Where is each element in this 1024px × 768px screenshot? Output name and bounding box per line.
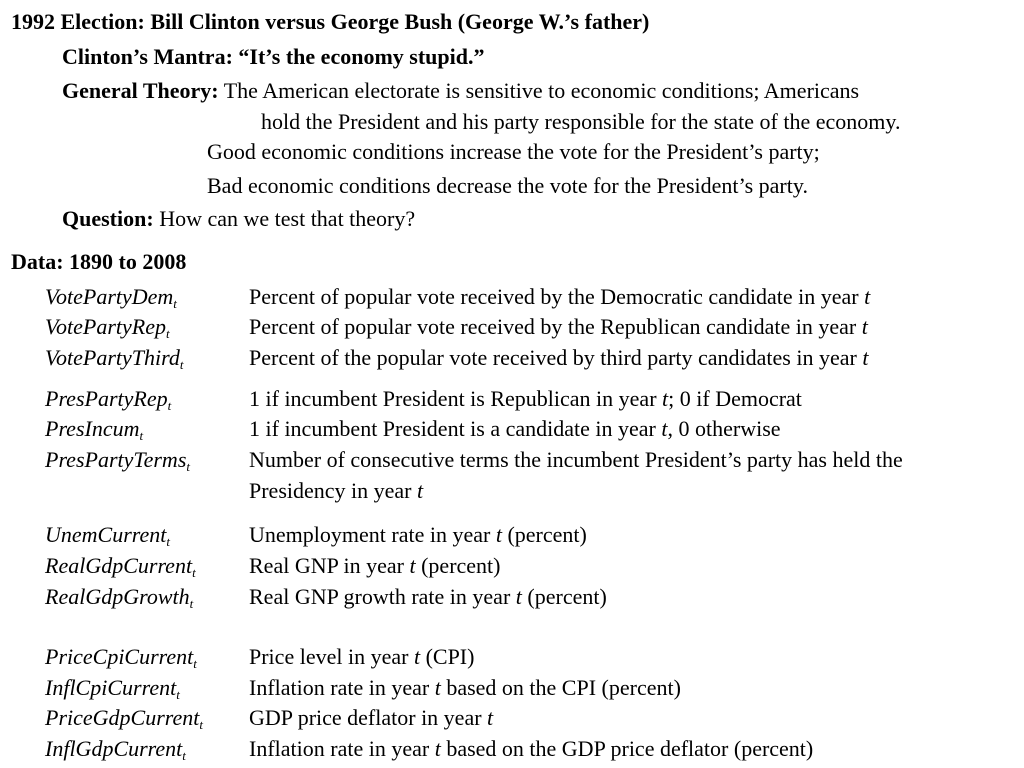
- variable-name: [45, 447, 191, 474]
- variable-description: [249, 286, 870, 308]
- variable-description-suffix: based on the CPI (percent): [440, 675, 681, 700]
- variable-description-text: Price level in year: [249, 644, 414, 669]
- clinton-mantra: Clinton’s Mantra: “It’s the economy stupid.”: [62, 44, 485, 69]
- variable-description-suffix: (percent): [501, 522, 587, 547]
- variable-description-suffix: (percent): [521, 584, 607, 609]
- variable-name-text: VotePartyRep: [45, 314, 166, 339]
- data-heading: Data: 1890 to 2008: [11, 249, 187, 274]
- variable-description: [249, 586, 607, 608]
- variable-subscript: t: [166, 534, 171, 549]
- year-variable: t: [434, 736, 441, 761]
- variable-name-text: RealGdpGrowth: [45, 584, 190, 609]
- variable-description-suffix: based on the GDP price deflator (percent): [440, 736, 814, 761]
- variable-description-text: 1 if incumbent President is Republican in year: [249, 386, 663, 411]
- general-theory-label: General Theory:: [62, 78, 219, 103]
- variable-description-text: Real GNP in year: [249, 553, 410, 578]
- variable-name: [45, 345, 184, 372]
- year-variable: t: [495, 522, 502, 547]
- year-variable: t: [515, 584, 522, 609]
- variable-name: [45, 314, 170, 341]
- variable-name-text: VotePartyThird: [45, 345, 180, 370]
- variable-description-text: Presidency in year: [249, 478, 417, 503]
- general-theory-line: [62, 80, 859, 102]
- variable-name: [45, 675, 180, 702]
- variable-description-suffix: , 0 otherwise: [667, 416, 781, 441]
- variable-description-suffix: ; 0 if Democrat: [668, 386, 802, 411]
- variable-description-text: Percent of the popular vote received by third party candidates in year: [249, 345, 863, 370]
- variable-name-text: PresPartyRep: [45, 386, 168, 411]
- question-line: [62, 208, 415, 230]
- variable-subscript: t: [193, 656, 197, 671]
- variable-description-text: Real GNP growth rate in year: [249, 584, 516, 609]
- year-variable: t: [661, 416, 668, 441]
- variable-subscript: t: [139, 428, 144, 443]
- variable-subscript: t: [186, 459, 191, 474]
- year-variable: t: [409, 553, 416, 578]
- slide-title: 1992 Election: Bill Clinton versus George Bush (George W.’s father): [11, 9, 650, 34]
- variable-description: [249, 646, 474, 668]
- year-variable: t: [862, 345, 869, 370]
- variable-subscript: t: [167, 398, 172, 413]
- year-variable: t: [487, 705, 494, 730]
- variable-name: [45, 284, 177, 311]
- variable-subscript: t: [179, 357, 184, 372]
- year-variable: t: [413, 644, 421, 669]
- variable-name-text: InflGdpCurrent: [45, 736, 183, 761]
- variable-name-text: UnemCurrent: [45, 522, 167, 547]
- year-variable: t: [861, 314, 868, 339]
- variable-description: [249, 418, 781, 440]
- question-text: How can we test that theory?: [159, 206, 416, 231]
- variable-description-text: GDP price deflator in year: [249, 705, 488, 730]
- variable-name: [45, 522, 171, 549]
- variable-name: [45, 386, 172, 413]
- variable-name-text: PriceCpiCurrent: [45, 644, 194, 669]
- variable-name: [45, 736, 186, 763]
- general-theory-continuation: hold the President and his party responsible for the state of the economy.: [261, 109, 901, 134]
- year-variable: t: [864, 284, 871, 309]
- variable-name-text: PresIncum: [45, 416, 140, 441]
- variable-description-text: Unemployment rate in year: [249, 522, 496, 547]
- variable-description-text: 1 if incumbent President is a candidate in year: [249, 416, 662, 441]
- variable-description: [249, 677, 681, 699]
- variable-description: [249, 480, 423, 502]
- theory-bad-conditions: Bad economic conditions decrease the vote for the President’s party.: [207, 173, 808, 198]
- variable-subscript: t: [192, 565, 196, 580]
- theory-good-conditions: Good economic conditions increase the vote for the President’s party;: [207, 139, 820, 164]
- variable-subscript: t: [173, 296, 177, 311]
- variable-description: [249, 388, 802, 410]
- general-theory-text: The American electorate is sensitive to economic conditions; Americans: [223, 78, 860, 103]
- variable-name-text: VotePartyDem: [45, 284, 174, 309]
- year-variable: t: [417, 478, 424, 503]
- variable-subscript: t: [199, 717, 204, 732]
- variable-description-suffix: (CPI): [420, 644, 475, 669]
- variable-description: [249, 524, 587, 546]
- variable-description-text: Number of consecutive terms the incumbent President’s party has held the: [249, 447, 903, 472]
- variable-description: [249, 555, 501, 577]
- variable-subscript: t: [189, 596, 194, 611]
- variable-description: [249, 347, 868, 369]
- variable-description-suffix: (percent): [415, 553, 501, 578]
- variable-name-text: PresPartyTerms: [45, 447, 187, 472]
- variable-name: [45, 584, 194, 611]
- variable-name: [45, 644, 197, 671]
- variable-description-text: Percent of popular vote received by the Republican candidate in year: [249, 314, 862, 339]
- variable-description: [249, 449, 903, 471]
- variable-subscript: t: [165, 326, 170, 341]
- variable-subscript: t: [182, 748, 186, 763]
- variable-name: [45, 416, 144, 443]
- variable-description-text: Percent of popular vote received by the Democratic candidate in year: [249, 284, 865, 309]
- variable-description: [249, 738, 813, 760]
- variable-name-text: InflCpiCurrent: [45, 675, 177, 700]
- year-variable: t: [434, 675, 441, 700]
- variable-name-text: RealGdpCurrent: [45, 553, 193, 578]
- year-variable: t: [662, 386, 669, 411]
- question-label: Question:: [62, 206, 154, 231]
- variable-description-text: Inflation rate in year: [249, 736, 435, 761]
- variable-description-text: Inflation rate in year: [249, 675, 435, 700]
- variable-description: [249, 316, 868, 338]
- variable-name: [45, 553, 196, 580]
- variable-description: [249, 707, 493, 729]
- variable-name-text: PriceGdpCurrent: [45, 705, 200, 730]
- variable-name: [45, 705, 204, 732]
- variable-subscript: t: [176, 687, 180, 702]
